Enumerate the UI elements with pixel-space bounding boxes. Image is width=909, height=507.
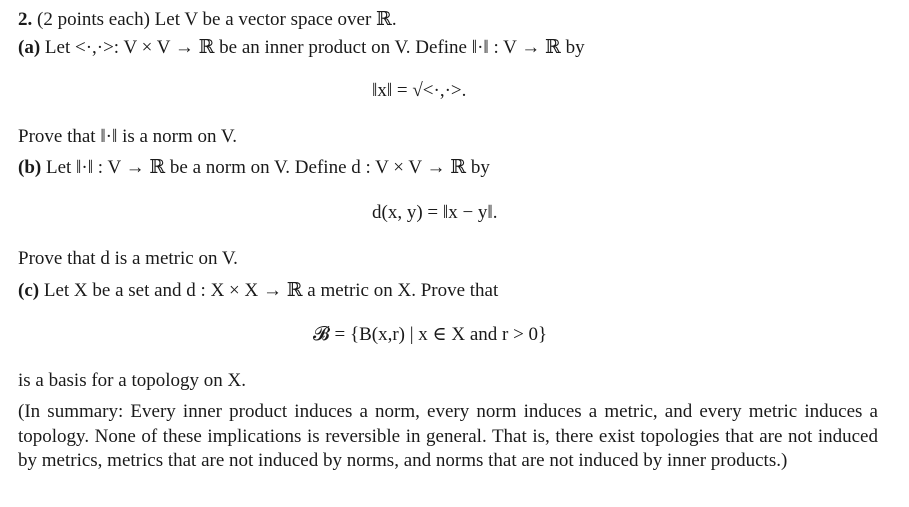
part-a-prove: Prove that ‖·‖ is a norm on V. [18, 126, 237, 147]
part-c-equation: 𝓑 = {B(x,r) | x ∈ X and r > 0} [313, 324, 548, 345]
part-b-equation: d(x, y) = ‖x − y‖. [372, 202, 498, 223]
part-c-label: (c) [18, 280, 40, 301]
part-a-statement: Let <·,·>: V × V → ℝ be an inner product on V. Define ‖·‖ : V → ℝ by [40, 37, 585, 58]
problem-number: 2. [18, 9, 33, 30]
part-a-statement-line [18, 37, 585, 59]
part-c-conclusion: is a basis for a topology on X. [18, 370, 246, 391]
problem-header [18, 9, 397, 31]
problem-header-text: (2 points each) Let V be a vector space over ℝ. [32, 9, 397, 30]
part-b-statement: Let ‖·‖ : V → ℝ be a norm on V. Define d : V × V → ℝ by [41, 157, 490, 178]
part-c-statement: Let X be a set and d : X × X → ℝ a metric on X. Prove that [39, 280, 499, 301]
part-a-equation: ‖x‖ = √<·,·>. [372, 80, 467, 101]
summary-paragraph: (In summary: Every inner product induces a norm, every norm induces a metric, and every metric induces a topology. None of these implications is reversible in general. That is, there exist topologies that are not induced by metrics, metrics that are not induced by norms, and norms that are not induced by inner products.) [18, 401, 878, 471]
part-b-prove: Prove that d is a metric on V. [18, 248, 238, 269]
part-a-label: (a) [18, 37, 41, 58]
part-c-statement-line [18, 280, 498, 302]
part-b-statement-line [18, 157, 490, 179]
part-b-label: (b) [18, 157, 42, 178]
